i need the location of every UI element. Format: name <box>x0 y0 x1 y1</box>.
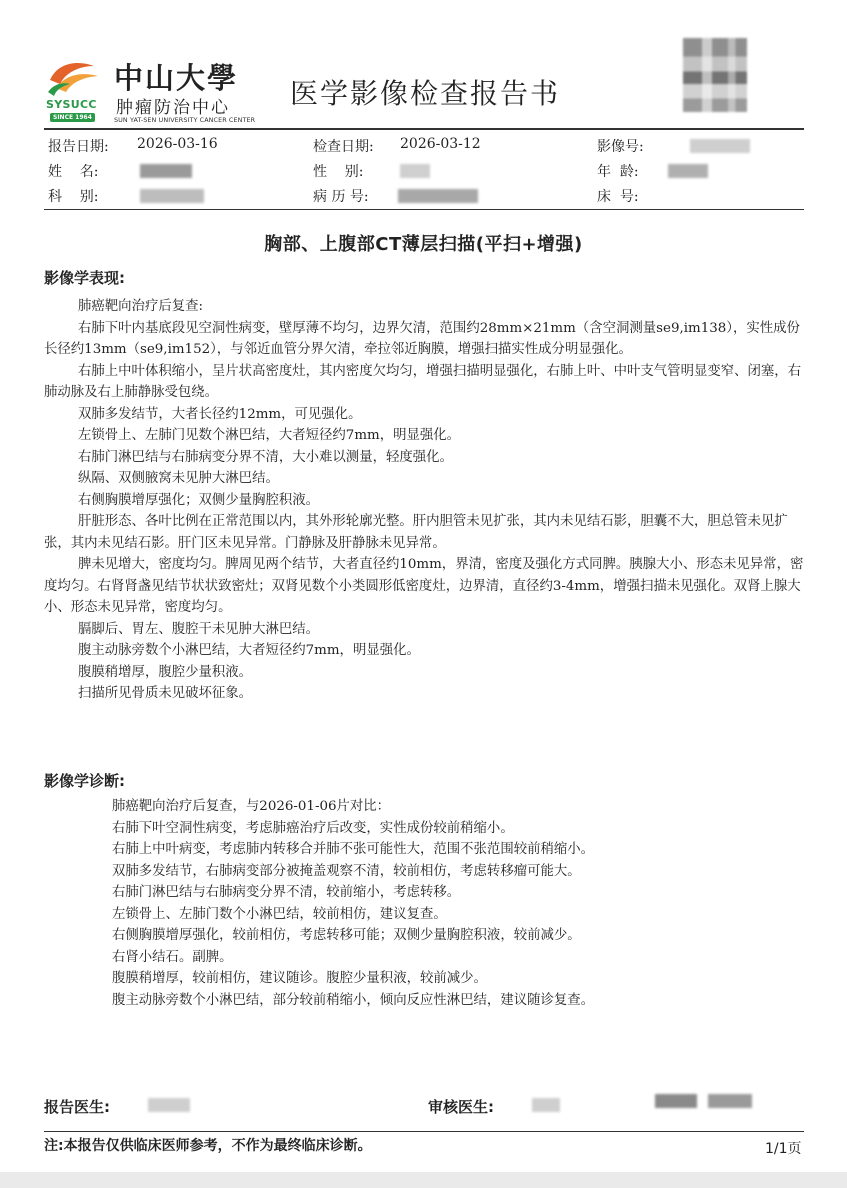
footer-divider <box>44 1131 804 1132</box>
diagnosis-paragraph: 左锁骨上、左肺门数个小淋巴结，较前相仿，建议复查。 <box>112 906 447 922</box>
record-no-label: 病 历 号: <box>313 189 369 205</box>
diagnosis-body <box>44 796 808 1011</box>
logo-since: SINCE 1964 <box>50 113 95 122</box>
hospital-logo <box>44 58 106 128</box>
diagnosis-paragraph: 右肺门淋巴结与右肺病变分界不清，较前缩小，考虑转移。 <box>112 885 461 900</box>
diagnosis-paragraph: 右侧胸膜增厚强化，较前相仿，考虑转移可能；双侧少量胸腔积液，较前减少。 <box>112 928 581 943</box>
bed-no-label: 床 号: <box>597 189 639 205</box>
diagnosis-paragraph: 右肺下叶空洞性病变，考虑肺癌治疗后改变，实性成份较前稍缩小。 <box>112 820 514 836</box>
gender-redacted <box>400 164 430 178</box>
exam-date-label: 检查日期: <box>313 139 374 155</box>
gender-label: 性 别: <box>313 164 364 180</box>
diagnosis-paragraph: 腹膜稍增厚，较前相仿，建议随诊。腹腔少量积液，较前减少。 <box>112 971 487 986</box>
review-doctor-redacted <box>532 1098 560 1112</box>
dept-redacted <box>140 189 204 203</box>
age-redacted <box>668 164 708 178</box>
age-label: 年 龄: <box>597 164 639 180</box>
name-redacted <box>140 164 192 178</box>
exam-date-value: 2026-03-12 <box>400 136 481 152</box>
document-title: 医学影像检查报告书 <box>290 77 561 110</box>
findings-paragraph: 膈脚后、胃左、腹腔干未见肿大淋巴结。 <box>78 621 320 637</box>
findings-paragraph: 肺癌靶向治疗后复查: <box>78 299 204 314</box>
diagnosis-paragraph: 右肺上中叶病变，考虑肺内转移合并肺不张可能性大，范围不张范围较前稍缩小。 <box>112 842 595 857</box>
name-label: 姓 名: <box>48 164 99 180</box>
hospital-name: 中山大學 <box>114 61 239 95</box>
findings-body <box>44 296 808 705</box>
logo-text: SYSUCC <box>46 98 97 111</box>
findings-heading: 影像学表现: <box>44 269 125 287</box>
sysucc-logo-icon <box>44 58 100 98</box>
report-doctor-redacted <box>148 1098 190 1112</box>
report-doctor-label: 报告医生: <box>44 1098 110 1116</box>
diagnosis-paragraph: 双肺多发结节，右肺病变部分被掩盖观察不清，较前相仿，考虑转移瘤可能大。 <box>112 863 581 879</box>
review-doctor-label: 审核医生: <box>428 1098 494 1116</box>
record-no-redacted <box>398 189 478 203</box>
signature-redacted <box>708 1094 752 1108</box>
findings-paragraph: 肝脏形态、各叶比例在正常范围以内，其外形轮廓光整。肝内胆管未见扩张，其内未见结石影，胆囊不大，胆总管未见扩张，其内未见结石影。肝门区未见异常。门静脉及肝静脉未见异常。 <box>44 514 788 551</box>
findings-paragraph: 腹主动脉旁数个小淋巴结，大者短径约7mm，明显强化。 <box>78 643 420 658</box>
findings-paragraph: 扫描所见骨质未见破坏征象。 <box>78 686 253 701</box>
findings-paragraph: 腹膜稍增厚，腹腔少量积液。 <box>78 664 253 680</box>
report-date-label: 报告日期: <box>48 139 109 155</box>
image-no-label: 影像号: <box>597 139 644 155</box>
footer-note: 注:本报告仅供临床医师参考，不作为最终临床诊断。 <box>44 1138 372 1154</box>
info-divider <box>44 209 804 210</box>
page-edge <box>0 1172 847 1188</box>
image-no-redacted <box>690 139 750 153</box>
signature-redacted <box>655 1094 697 1108</box>
diagnosis-heading: 影像学诊断: <box>44 772 125 790</box>
findings-paragraph: 左锁骨上、左肺门见数个淋巴结，大者短径约7mm，明显强化。 <box>78 428 461 443</box>
findings-paragraph: 纵隔、双侧腋窝未见肿大淋巴结。 <box>78 471 279 486</box>
findings-paragraph: 右肺门淋巴结与右肺病变分界不清，大小难以测量，轻度强化。 <box>78 449 453 465</box>
findings-paragraph: 右肺上中叶体积缩小，呈片状高密度灶，其内密度欠均匀，增强扫描明显强化，右肺上叶、中叶支气管明显变窄、闭塞，右肺动脉及右上肺静脉受包绕。 <box>44 363 802 400</box>
findings-paragraph: 右肺下叶内基底段见空洞性病变，壁厚薄不均匀，边界欠清，范围约28mm×21mm（含空洞测量se9,im138），实性成份长径约13mm（se9,im152），与邻近血管分界欠清，牵拉邻近胸膜，增强扫描实性成分明显强化。 <box>44 320 800 357</box>
findings-paragraph: 双肺多发结节，大者长径约12mm，可见强化。 <box>78 406 362 422</box>
findings-paragraph: 脾未见增大，密度均匀。脾周见两个结节，大者直径约10mm，界清，密度及强化方式同脾。胰腺大小、形态未见异常，密度均匀。右肾肾盏见结节状状致密灶；双肾见数个小类圆形低密度灶，边界清，直径约3-4mm，增强扫描未见强化。双肾上腺大小、形态未见异常，密度均匀。 <box>44 557 804 615</box>
header-divider <box>44 128 804 130</box>
qr-code-redacted <box>683 38 747 112</box>
hospital-english-name: SUN YAT-SEN UNIVERSITY CANCER CENTER <box>114 116 256 124</box>
page-number: 1/1页 <box>765 1141 802 1157</box>
exam-title: 胸部、上腹部CT薄层扫描(平扫+增强) <box>264 234 583 255</box>
dept-label: 科 别: <box>48 189 99 205</box>
report-date-value: 2026-03-16 <box>137 136 218 152</box>
hospital-subtitle: 肿瘤防治中心 <box>116 98 230 118</box>
findings-paragraph: 右侧胸膜增厚强化；双侧少量胸腔积液。 <box>78 492 320 508</box>
diagnosis-paragraph: 肺癌靶向治疗后复查，与2026-01-06片对比： <box>112 799 391 814</box>
diagnosis-paragraph: 腹主动脉旁数个小淋巴结，部分较前稍缩小，倾向反应性淋巴结，建议随诊复查。 <box>112 992 595 1008</box>
diagnosis-paragraph: 右肾小结石。副脾。 <box>112 949 233 965</box>
